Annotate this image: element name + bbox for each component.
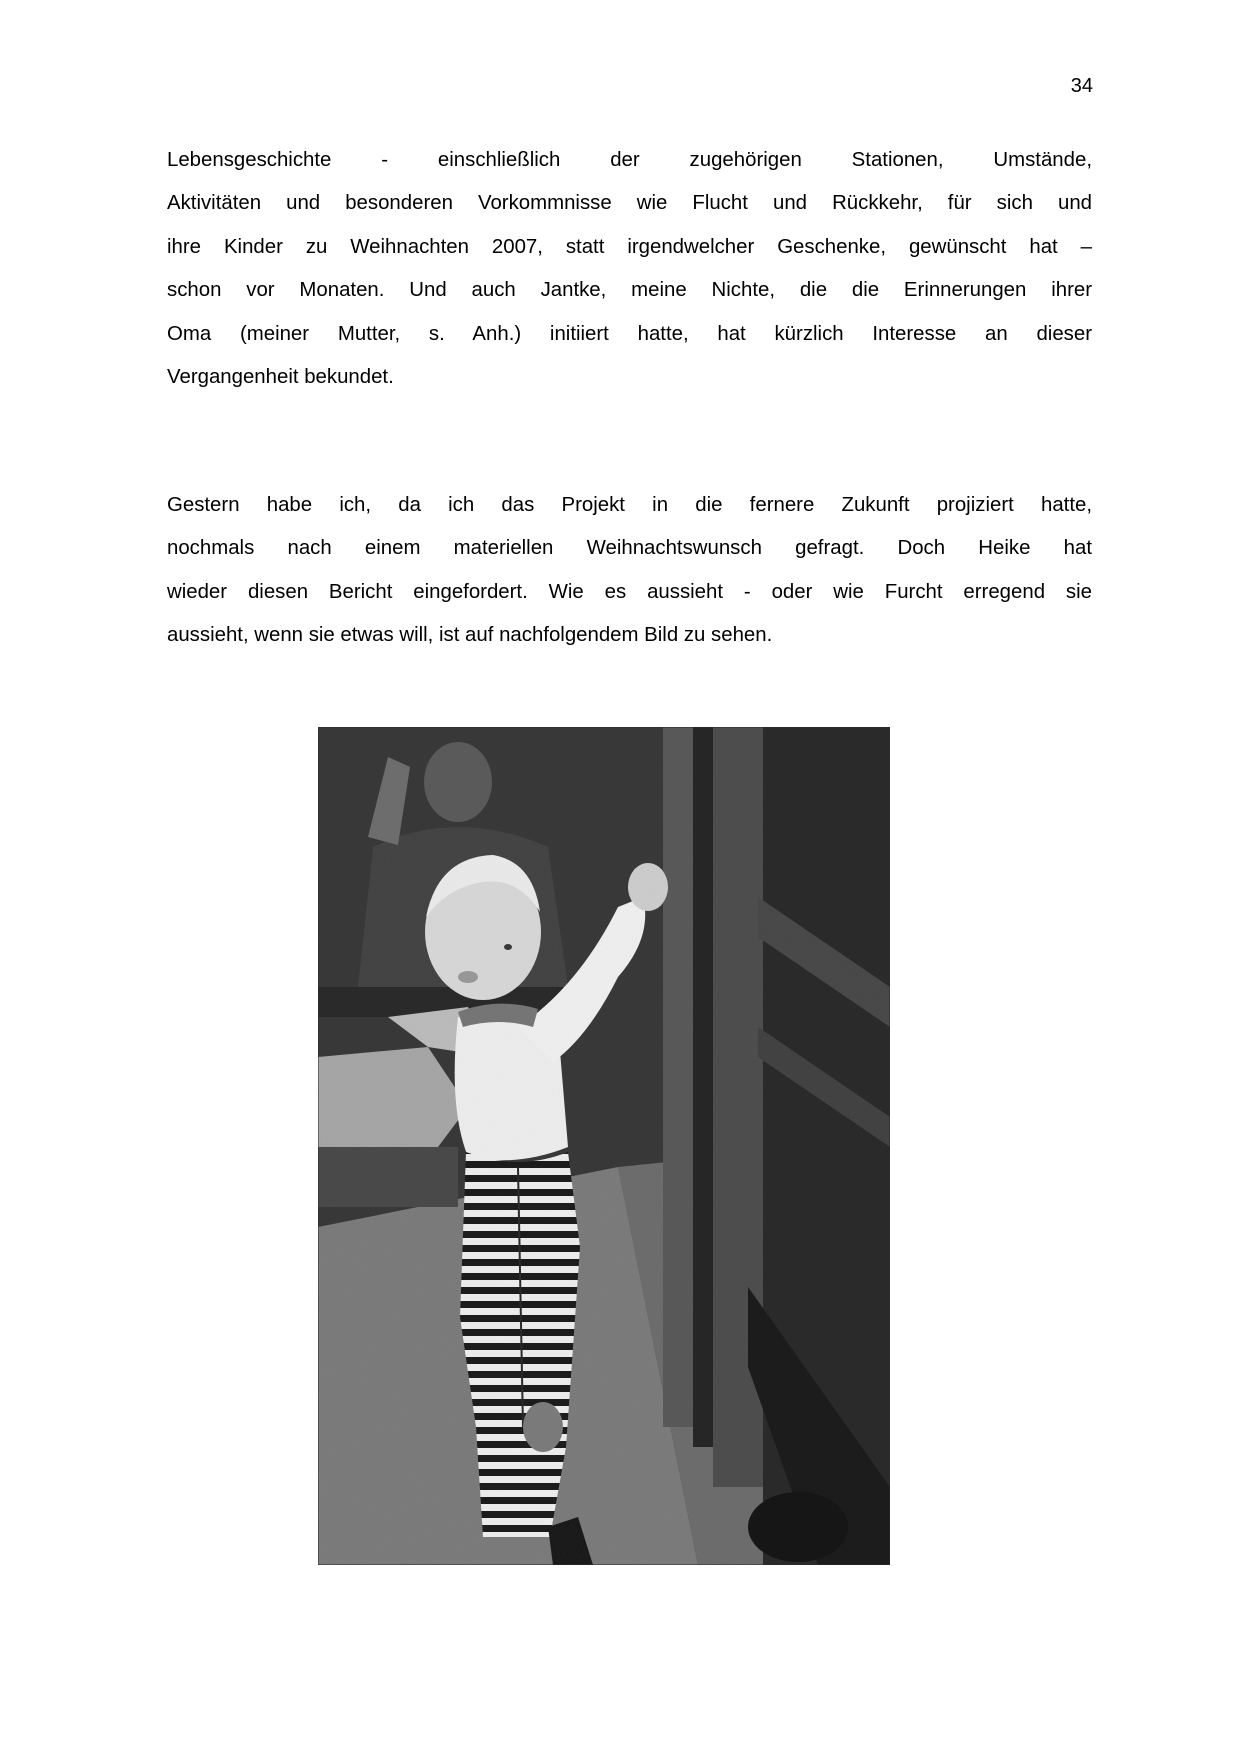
paragraph-2 <box>167 484 1092 658</box>
text-line: Gestern habe ich, da ich das Projekt in die fernere Zukunft projiziert hatte, <box>167 494 1092 516</box>
text-line: Aktivitäten und besonderen Vorkommnisse wie Flucht und Rückkehr, für sich und <box>167 192 1092 215</box>
text-line: Vergangenheit bekundet. <box>167 365 394 388</box>
text-line: schon vor Monaten. Und auch Jantke, meine Nichte, die die Erinnerungen ihrer <box>167 279 1092 302</box>
page-number: 34 <box>1070 75 1093 97</box>
text-line: nochmals nach einem materiellen Weihnachtswunsch gefragt. Doch Heike hat <box>167 537 1092 560</box>
paragraph-1 <box>167 139 1092 399</box>
text-line: ihre Kinder zu Weihnachten 2007, statt irgendwelcher Geschenke, gewünscht hat – <box>167 235 1092 258</box>
text-line: Lebensgeschichte - einschließlich der zugehörigen Stationen, Umstände, <box>167 149 1092 171</box>
photo-toddler-at-door <box>318 727 890 1565</box>
text-line: wieder diesen Bericht eingefordert. Wie es aussieht - oder wie Furcht erregend sie <box>167 580 1092 603</box>
photo-door-frame <box>663 727 693 1427</box>
text-line: Oma (meiner Mutter, s. Anh.) initiiert hatte, hat kürzlich Interesse an dieser <box>167 322 1092 345</box>
photo-illustration <box>318 727 890 1565</box>
text-line: aussieht, wenn sie etwas will, ist auf nachfolgendem Bild zu sehen. <box>167 624 773 647</box>
photo-background-person-head <box>424 742 492 822</box>
photo-child-hands <box>628 863 668 911</box>
